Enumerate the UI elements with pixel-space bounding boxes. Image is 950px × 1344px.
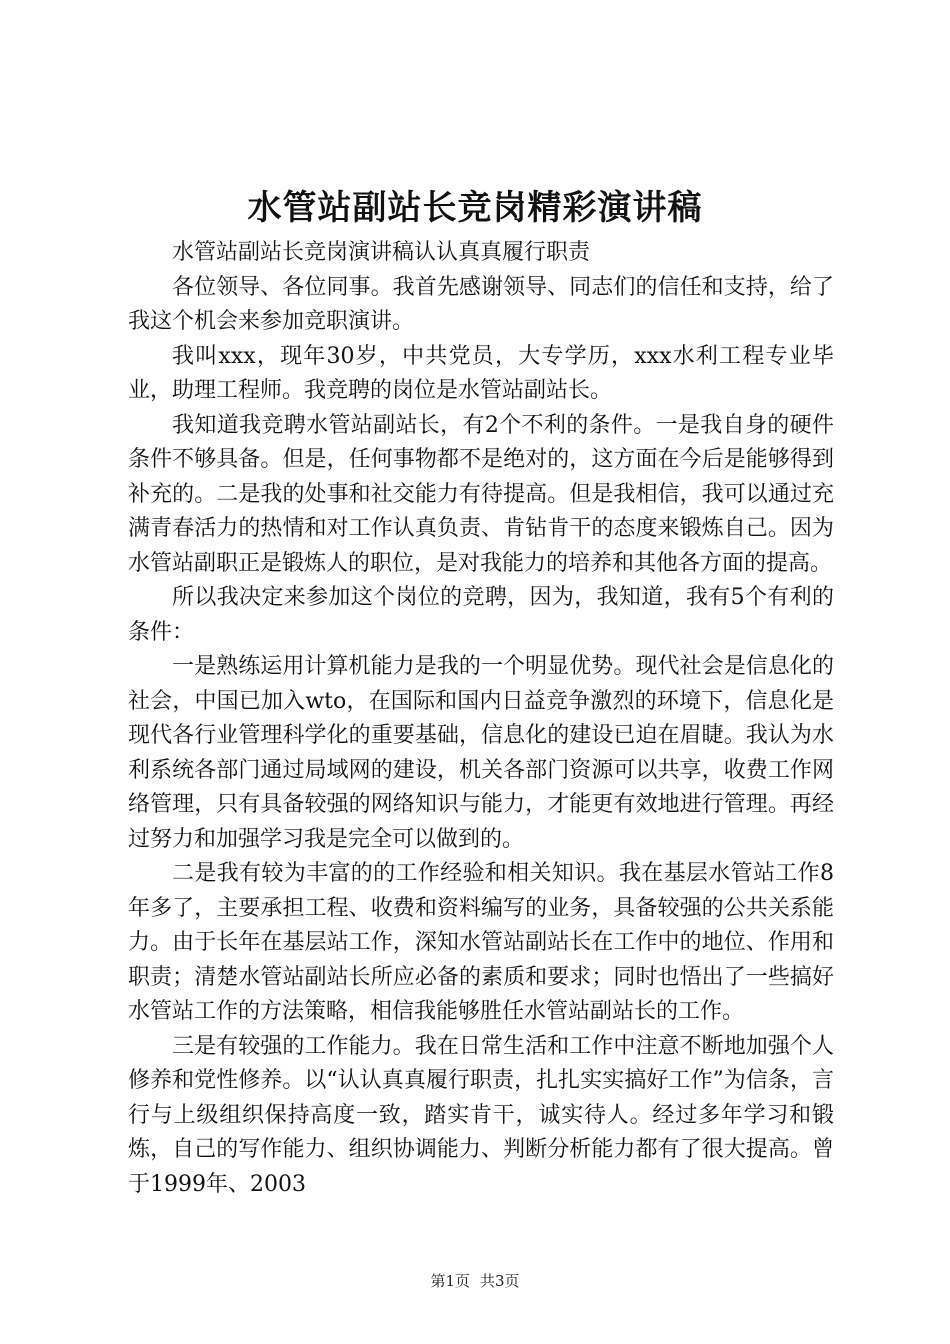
- paragraph: 所以我决定来参加这个岗位的竞聘，因为，我知道，我有5个有利的条件：: [128, 585, 834, 645]
- paragraph: 二是我有较为丰富的的工作经验和相关知识。我在基层水管站工作8年多了，主要承担工程、收费和资料编写的业务，具备较强的公共关系能力。由于长年在基层站工作，深知水管站副站长在工作中的地位、作用和职责；清楚水管站副站长所应必备的素质和要求；同时也悟出了一些搞好水管站工作的方法策略，相信我能够胜任水管站副站长的工作。: [128, 861, 834, 1024]
- page-total: 共3页: [480, 1272, 520, 1290]
- paragraph: 三是有较强的工作能力。我在日常生活和工作中注意不断地加强个人修养和党性修养。以“认认真真履行职责，扎扎实实搞好工作”为信条，言行与上级组织保持高度一致，踏实肯干，诚实待人。经过多年学习和锻炼，自己的写作能力、组织协调能力、判断分析能力都有了很大提高。曾于1999年、2003: [128, 1033, 834, 1197]
- paragraph: 各位领导、各位同事。我首先感谢领导、同志们的信任和支持，给了我这个机会来参加竞职演讲。: [128, 274, 834, 334]
- paragraph-subtitle: 水管站副站长竞岗演讲稿认认真真履行职责: [172, 240, 591, 265]
- paragraph: 我叫xxx，现年30岁，中共党员，大专学历，xxx水利工程专业毕业，助理工程师。我竞聘的岗位是水管站副站长。: [128, 343, 834, 403]
- document-body: [128, 236, 834, 1202]
- paragraph: 我知道我竞聘水管站副站长，有2个不利的条件。一是我自身的硬件条件不够具备。但是，任何事物都不是绝对的，这方面在今后是能够得到补充的。二是我的处事和社交能力有待提高。但是我相信，我可以通过充满青春活力的热情和对工作认真负责、肯钻肯干的态度来锻炼自己。因为水管站副职正是锻炼人的职位，是对我能力的培养和其他各方面的提高。: [128, 412, 834, 576]
- document-title: 水管站副站长竞岗精彩演讲稿: [247, 188, 703, 228]
- page-footer: [0, 1271, 950, 1291]
- paragraph: 一是熟练运用计算机能力是我的一个明显优势。现代社会是信息化的社会，中国已加入wto，在国际和国内日益竞争激烈的环境下，信息化是现代各行业管理科学化的重要基础，信息化的建设已迫在眉睫。我认为水利系统各部门通过局域网的建设，机关各部门资源可以共享，收费工作网络管理，只有具备较强的网络知识与能力，才能更有效地进行管理。再经过努力和加强学习我是完全可以做到的。: [128, 654, 834, 852]
- page-number: 第1页: [430, 1272, 470, 1290]
